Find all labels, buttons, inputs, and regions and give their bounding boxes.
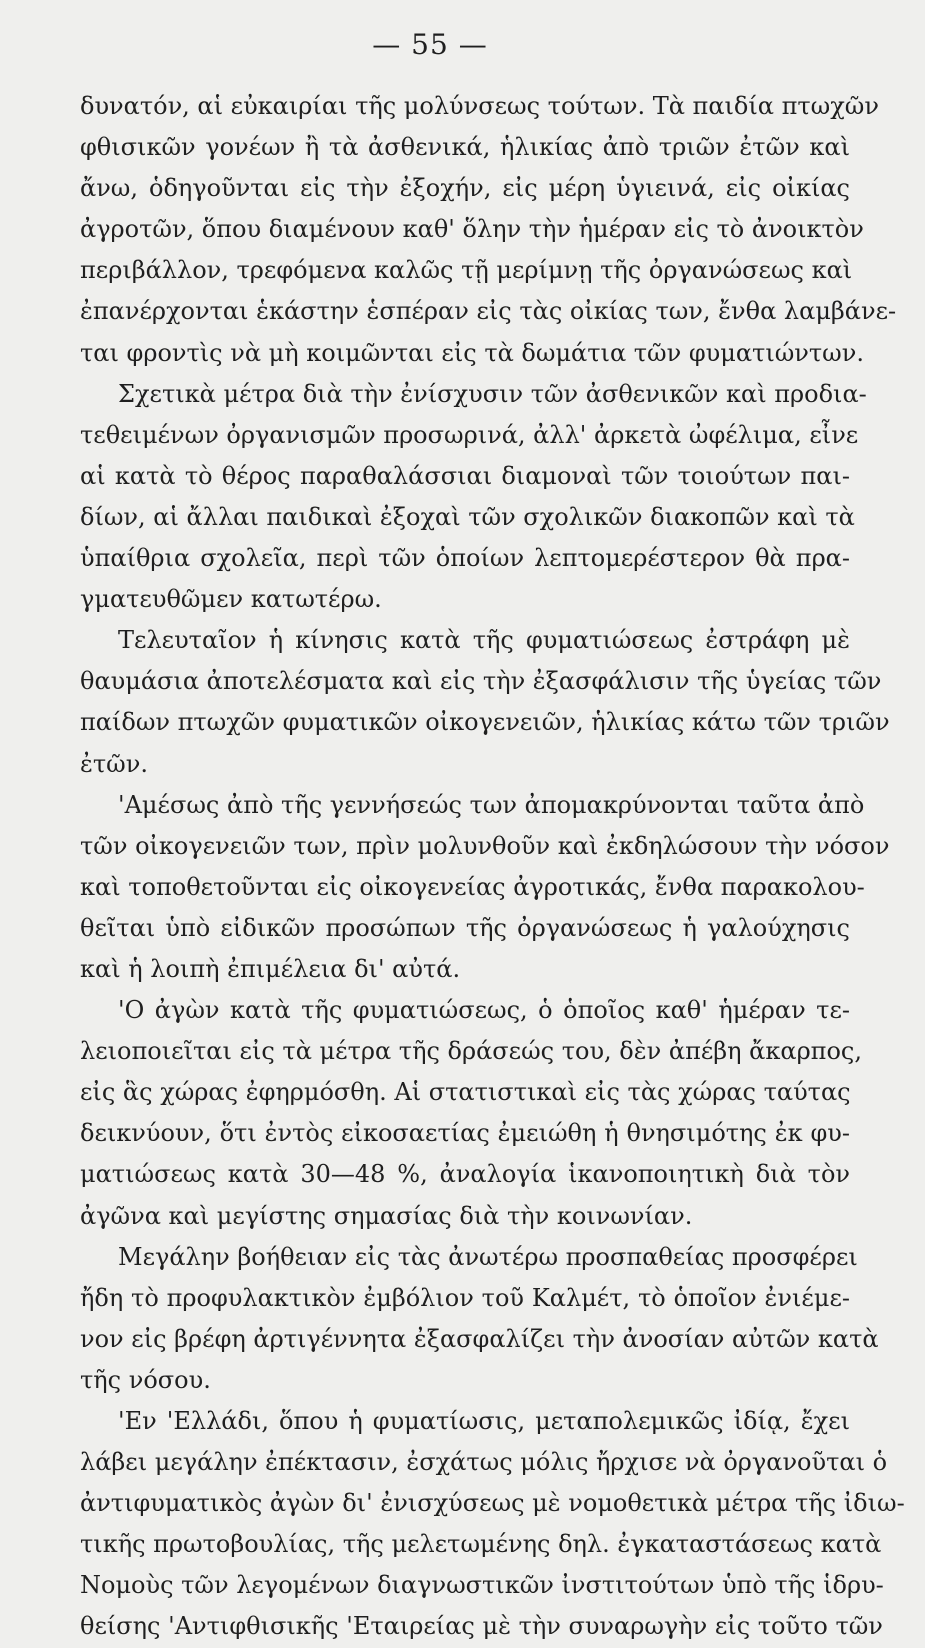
- text-line: Σχετικὰ μέτρα διὰ τὴν ἐνίσχυσιν τῶν ἀσθενικῶν καὶ προδια-: [118, 379, 867, 408]
- text-line: ἐπανέρχονται ἑκάστην ἑσπέραν εἰς τὰς οἰκίας των, ἔνθα λαμβάνε-: [80, 297, 897, 326]
- text-line: 'Αμέσως ἀπὸ τῆς γεννήσεώς των ἀπομακρύνονται ταῦτα ἀπὸ: [118, 790, 865, 819]
- page-number: — 55 —: [372, 28, 488, 61]
- text-line: τικῆς πρωτοβουλίας, τῆς μελετωμένης δηλ. ἐγκαταστάσεως κατὰ: [80, 1530, 882, 1559]
- text-line: νον εἰς βρέφη ἀρτιγέννητα ἐξασφαλίζει τὴν ἀνοσίαν αὐτῶν κατὰ: [80, 1324, 879, 1353]
- text-line: ἤδη τὸ προφυλακτικὸν ἐμβόλιον τοῦ Καλμέτ, τὸ ὁποῖον ἐνιέμε-: [80, 1283, 850, 1312]
- text-line: Νομοὺς τῶν λεγομένων διαγνωστικῶν ἰνστιτούτων ὑπὸ τῆς ἱδρυ-: [80, 1571, 884, 1600]
- text-line: τῆς νόσου.: [80, 1365, 211, 1394]
- text-line: καὶ τοποθετοῦνται εἰς οἰκογενείας ἀγροτικάς, ἔνθα παρακολου-: [80, 872, 865, 901]
- text-line: θείσης 'Αντιφθισικῆς 'Εταιρείας μὲ τὴν συναρωγὴν εἰς τοῦτο τῶν: [80, 1612, 883, 1641]
- text-line: δεικνύουν, ὅτι ἐντὸς εἰκοσαετίας ἐμειώθη ἡ θνησιμότης ἐκ φυ-: [80, 1119, 850, 1148]
- text-line: θεῖται ὑπὸ εἰδικῶν προσώπων τῆς ὀργανώσεως ἡ γαλούχησις: [80, 913, 850, 942]
- text-line: ἐτῶν.: [80, 749, 148, 778]
- text-line: ἀγροτῶν, ὅπου διαμένουν καθ' ὅλην τὴν ἡμέραν εἰς τὸ ἀνοικτὸν: [80, 215, 864, 244]
- text-line: δυνατόν, αἱ εὐκαιρίαι τῆς μολύνσεως τούτων. Τὰ παιδία πτωχῶν: [80, 92, 879, 120]
- text-line: τῶν οἰκογενειῶν των, πρὶν μολυνθοῦν καὶ ἐκδηλώσουν τὴν νόσον: [80, 831, 890, 860]
- text-line: λάβει μεγάλην ἐπέκτασιν, ἐσχάτως μόλις ἤρχισε νὰ ὀργανοῦται ὁ: [80, 1448, 888, 1477]
- body-text: [80, 86, 905, 1648]
- text-line: περιβάλλον, τρεφόμενα καλῶς τῇ μερίμνῃ τῆς ὀργανώσεως καὶ: [80, 256, 853, 285]
- text-line: θαυμάσια ἀποτελέσματα καὶ εἰς τὴν ἐξασφάλισιν τῆς ὑγείας τῶν: [80, 667, 882, 696]
- text-line: Τελευταῖον ἡ κίνησις κατὰ τῆς φυματιώσεως ἐστράφη μὲ: [118, 626, 850, 655]
- text-line: ἀντιφυματικὸς ἀγὼν δι' ἐνισχύσεως μὲ νομοθετικὰ μέτρα τῆς ἰδιω-: [80, 1489, 905, 1518]
- text-line: ἀγῶνα καὶ μεγίστης σημασίας διὰ τὴν κοινωνίαν.: [80, 1201, 693, 1230]
- text-line: 'Εν 'Ελλάδι, ὅπου ἡ φυματίωσις, μεταπολεμικῶς ἰδίᾳ, ἔχει: [118, 1407, 850, 1435]
- text-line: τεθειμένων ὀργανισμῶν προσωρινά, ἀλλ' ἀρκετὰ ὠφέλιμα, εἶνε: [80, 420, 859, 449]
- text-line: ἄνω, ὁδηγοῦνται εἰς τὴν ἐξοχήν, εἰς μέρη ὑγιεινά, εἰς οἰκίας: [80, 174, 850, 203]
- text-line: αἱ κατὰ τὸ θέρος παραθαλάσσιαι διαμοναὶ τῶν τοιούτων παι-: [80, 461, 850, 490]
- text-line: εἰς ἃς χώρας ἐφηρμόσθη. Αἱ στατιστικαὶ εἰς τὰς χώρας ταύτας: [80, 1078, 851, 1107]
- text-line: γματευθῶμεν κατωτέρω.: [80, 585, 382, 614]
- text-line: ὑπαίθρια σχολεῖα, περὶ τῶν ὁποίων λεπτομερέστερον θὰ πρα-: [80, 544, 850, 573]
- text-line: 'Ο ἀγὼν κατὰ τῆς φυματιώσεως, ὁ ὁποῖος καθ' ἡμέραν τε-: [118, 996, 850, 1025]
- text-line: Μεγάλην βοήθειαν εἰς τὰς ἀνωτέρω προσπαθείας προσφέρει: [118, 1242, 858, 1271]
- text-line: ματιώσεως κατὰ 30—48 %, ἀναλογία ἱκανοποιητικὴ διὰ τὸν: [80, 1160, 850, 1189]
- text-line: παίδων πτωχῶν φυματικῶν οἰκογενειῶν, ἡλικίας κάτω τῶν τριῶν: [80, 708, 890, 737]
- text-line: λειοποιεῖται εἰς τὰ μέτρα τῆς δράσεώς του, δὲν ἀπέβη ἄκαρπος,: [80, 1037, 862, 1066]
- text-line: φθισικῶν γονέων ἢ τὰ ἀσθενικά, ἡλικίας ἀπὸ τριῶν ἐτῶν καὶ: [80, 133, 850, 162]
- text-line: καὶ ἡ λοιπὴ ἐπιμέλεια δι' αὐτά.: [80, 954, 461, 983]
- text-line: δίων, αἱ ἄλλαι παιδικαὶ ἐξοχαὶ τῶν σχολικῶν διακοπῶν καὶ τὰ: [80, 502, 855, 531]
- text-line: ται φροντὶς νὰ μὴ κοιμῶνται εἰς τὰ δωμάτια τῶν φυματιώντων.: [80, 338, 864, 367]
